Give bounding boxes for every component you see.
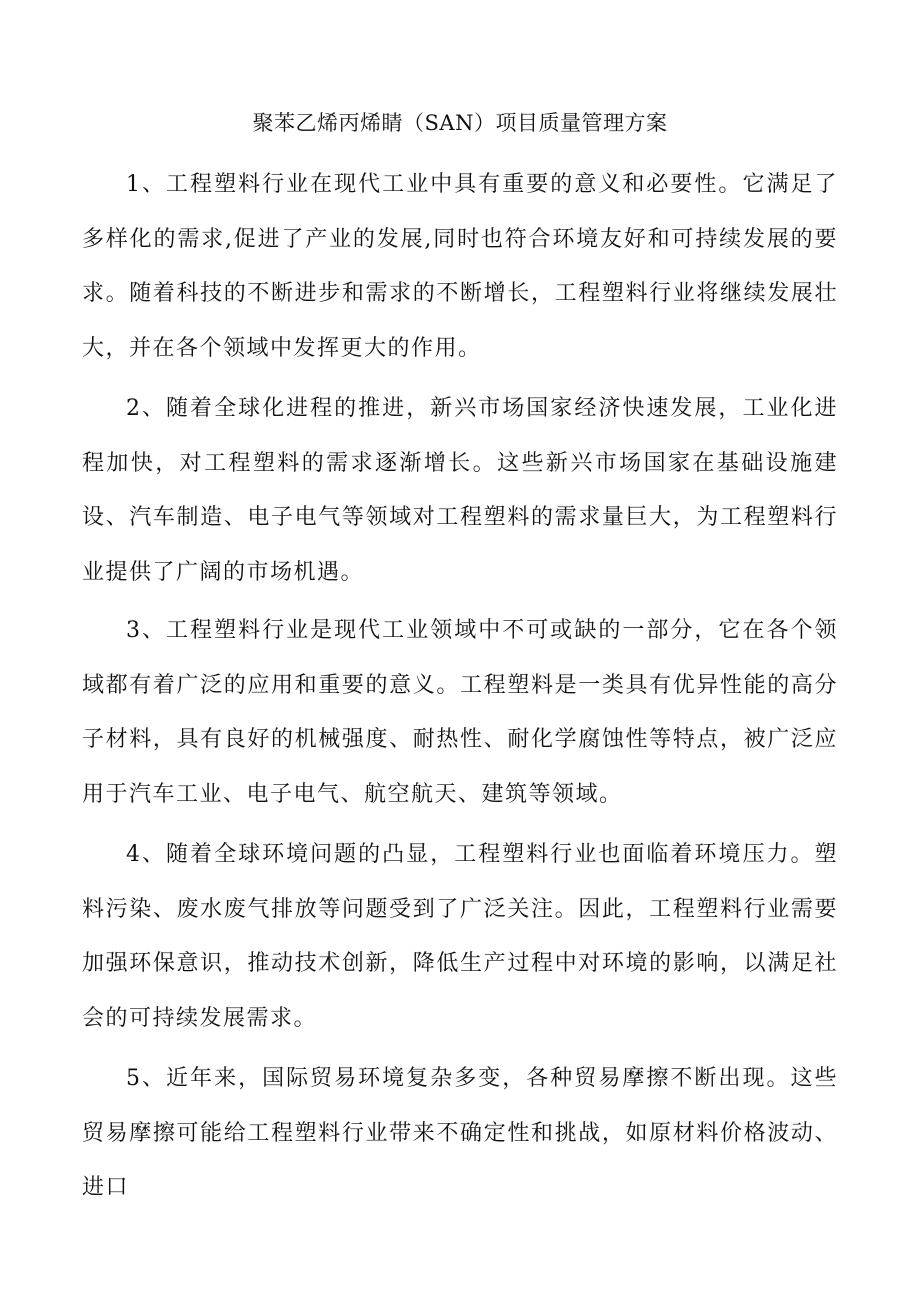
paragraph-3: 3、工程塑料行业是现代工业领域中不可或缺的一部分，它在各个领域都有着广泛的应用和重要的意义。工程塑料是一类具有优异性能的高分子材料，具有良好的机械强度、耐热性、耐化学腐蚀性等特点，被广泛应用于汽车工业、电子电气、航空航天、建筑等领域。 [82, 618, 838, 807]
paragraph-1: 1、工程塑料行业在现代工业中具有重要的意义和必要性。它满足了多样化的需求,促进了产业的发展,同时也符合环境友好和可持续发展的要求。随着科技的不断进步和需求的不断增长，工程塑料行业将继续发展壮大，并在各个领域中发挥更大的作用。 [82, 172, 838, 361]
paragraph-5: 5、近年来，国际贸易环境复杂多变，各种贸易摩擦不断出现。这些贸易摩擦可能给工程塑料行业带来不确定性和挑战，如原材料价格波动、进口 [82, 1066, 838, 1200]
paragraph-4: 4、随着全球环境问题的凸显，工程塑料行业也面临着环境压力。塑料污染、废水废气排放等问题受到了广泛关注。因此，工程塑料行业需要加强环保意识，推动技术创新，降低生产过程中对环境的影响，以满足社会的可持续发展需求。 [82, 842, 838, 1031]
paragraph-2: 2、随着全球化进程的推进，新兴市场国家经济快速发展，工业化进程加快，对工程塑料的需求逐渐增长。这些新兴市场国家在基础设施建设、汽车制造、电子电气等领域对工程塑料的需求量巨大，为工程塑料行业提供了广阔的市场机遇。 [82, 396, 838, 585]
document-title: 聚苯乙烯丙烯睛（SAN）项目质量管理方案 [252, 111, 668, 135]
